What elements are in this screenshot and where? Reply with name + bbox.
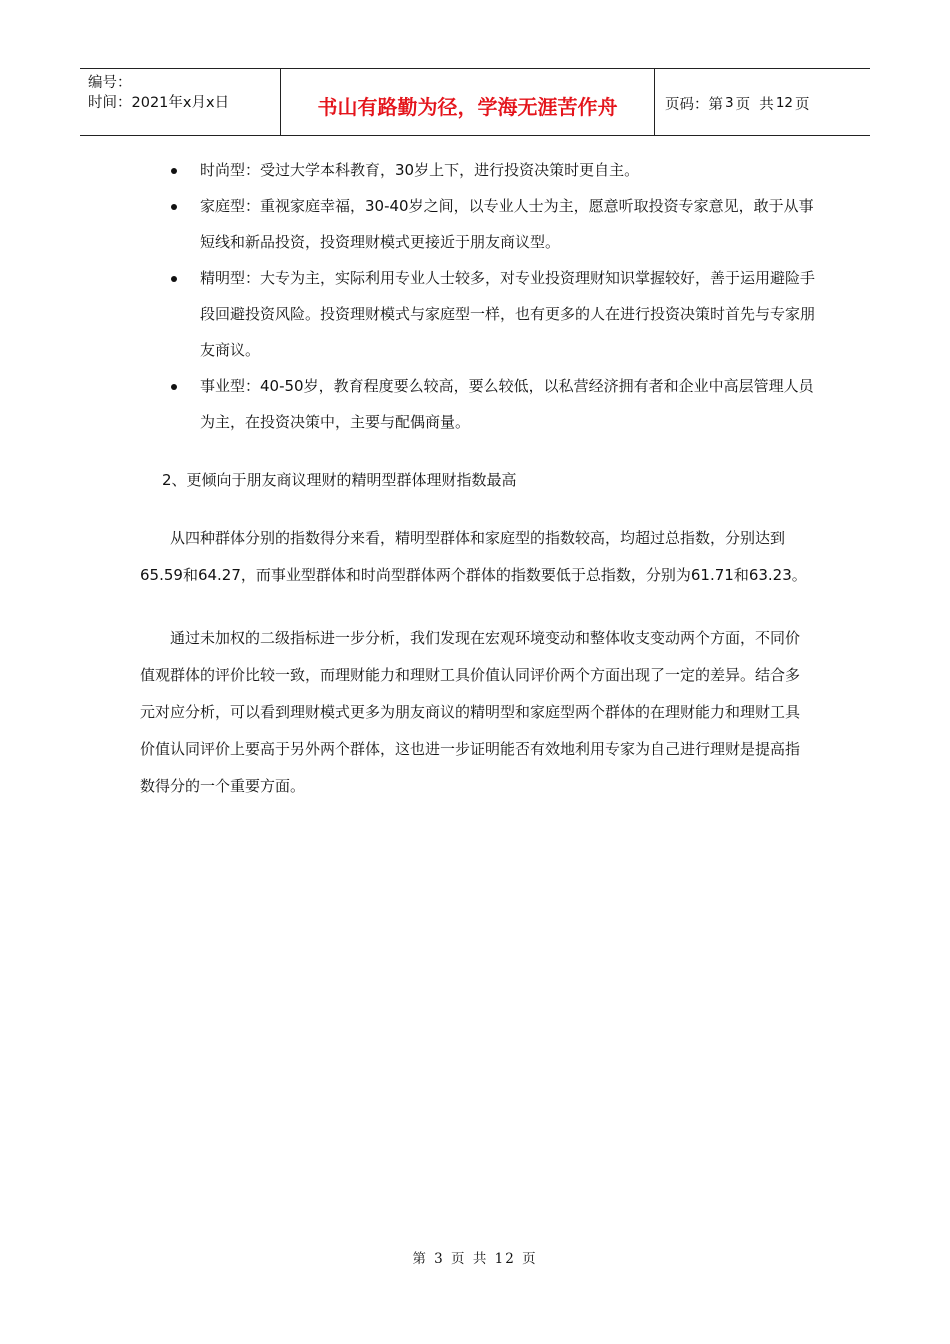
- page-label-mid: 页 共: [735, 96, 774, 113]
- page-label-suffix: 页: [795, 96, 810, 113]
- list-item: [140, 368, 820, 440]
- list-item: [140, 188, 820, 260]
- bullet-icon: [171, 384, 177, 390]
- list-item-text: 精明型：大专为主，实际利用专业人士较多，对专业投资理财知识掌握较好，善于运用避险手段回避投资风险。投资理财模式与家庭型一样，也有更多的人在进行投资决策时首先与专家朋友商议。: [200, 269, 816, 359]
- serial-label: 编号：: [88, 75, 132, 91]
- paragraph: 从四种群体分别的指数得分来看，精明型群体和家庭型的指数较高，均超过总指数，分别达到65.59和64.27，而事业型群体和时尚型群体两个群体的指数要低于总指数，分别为61.71和63.23。: [140, 529, 807, 584]
- section-heading: 2、更倾向于朋友商议理财的精明型群体理财指数最高: [162, 471, 517, 489]
- page-label-prefix: 页码：第: [665, 96, 723, 113]
- list-item-text: 家庭型：重视家庭幸福，30-40岁之间，以专业人士为主，愿意听取投资专家意见，敢于从事短线和新品投资，投资理财模式更接近于朋友商议型。: [200, 197, 814, 251]
- list-item: [140, 260, 820, 368]
- header-motto: 书山有路勤为径，学海无涯苦作舟: [281, 69, 655, 135]
- bullet-list: [140, 152, 820, 440]
- paragraph: 通过未加权的二级指标进一步分析，我们发现在宏观环境变动和整体收支变动两个方面，不同价值观群体的评价比较一致，而理财能力和理财工具价值认同评价两个方面出现了一定的差异。结合多元对应分析，可以看到理财模式更多为朋友商议的精明型和家庭型两个群体的在理财能力和理财工具价值认同评价上要高于另外两个群体，这也进一步证明能否有效地利用专家为自己进行理财是提高指数得分的一个重要方面。: [140, 629, 801, 795]
- header-meta: [80, 69, 281, 135]
- document-body: [140, 152, 820, 805]
- list-item-text: 事业型：40-50岁，教育程度要么较高，要么较低，以私营经济拥有者和企业中高层管理人员为主，在投资决策中，主要与配偶商量。: [200, 377, 814, 431]
- bullet-icon: [171, 168, 177, 174]
- time-label: 时间：2021年x月x日: [88, 95, 230, 111]
- page-footer: 第 3 页 共 12 页: [412, 1251, 538, 1267]
- page-number: 3: [725, 95, 734, 111]
- bullet-icon: [171, 204, 177, 210]
- list-item: [140, 152, 820, 188]
- bullet-icon: [171, 276, 177, 282]
- list-item-text: 时尚型：受过大学本科教育，30岁上下，进行投资决策时更自主。: [200, 161, 640, 179]
- header-page-info: [655, 69, 870, 135]
- page-header: [80, 68, 870, 136]
- page-total: 12: [775, 95, 793, 111]
